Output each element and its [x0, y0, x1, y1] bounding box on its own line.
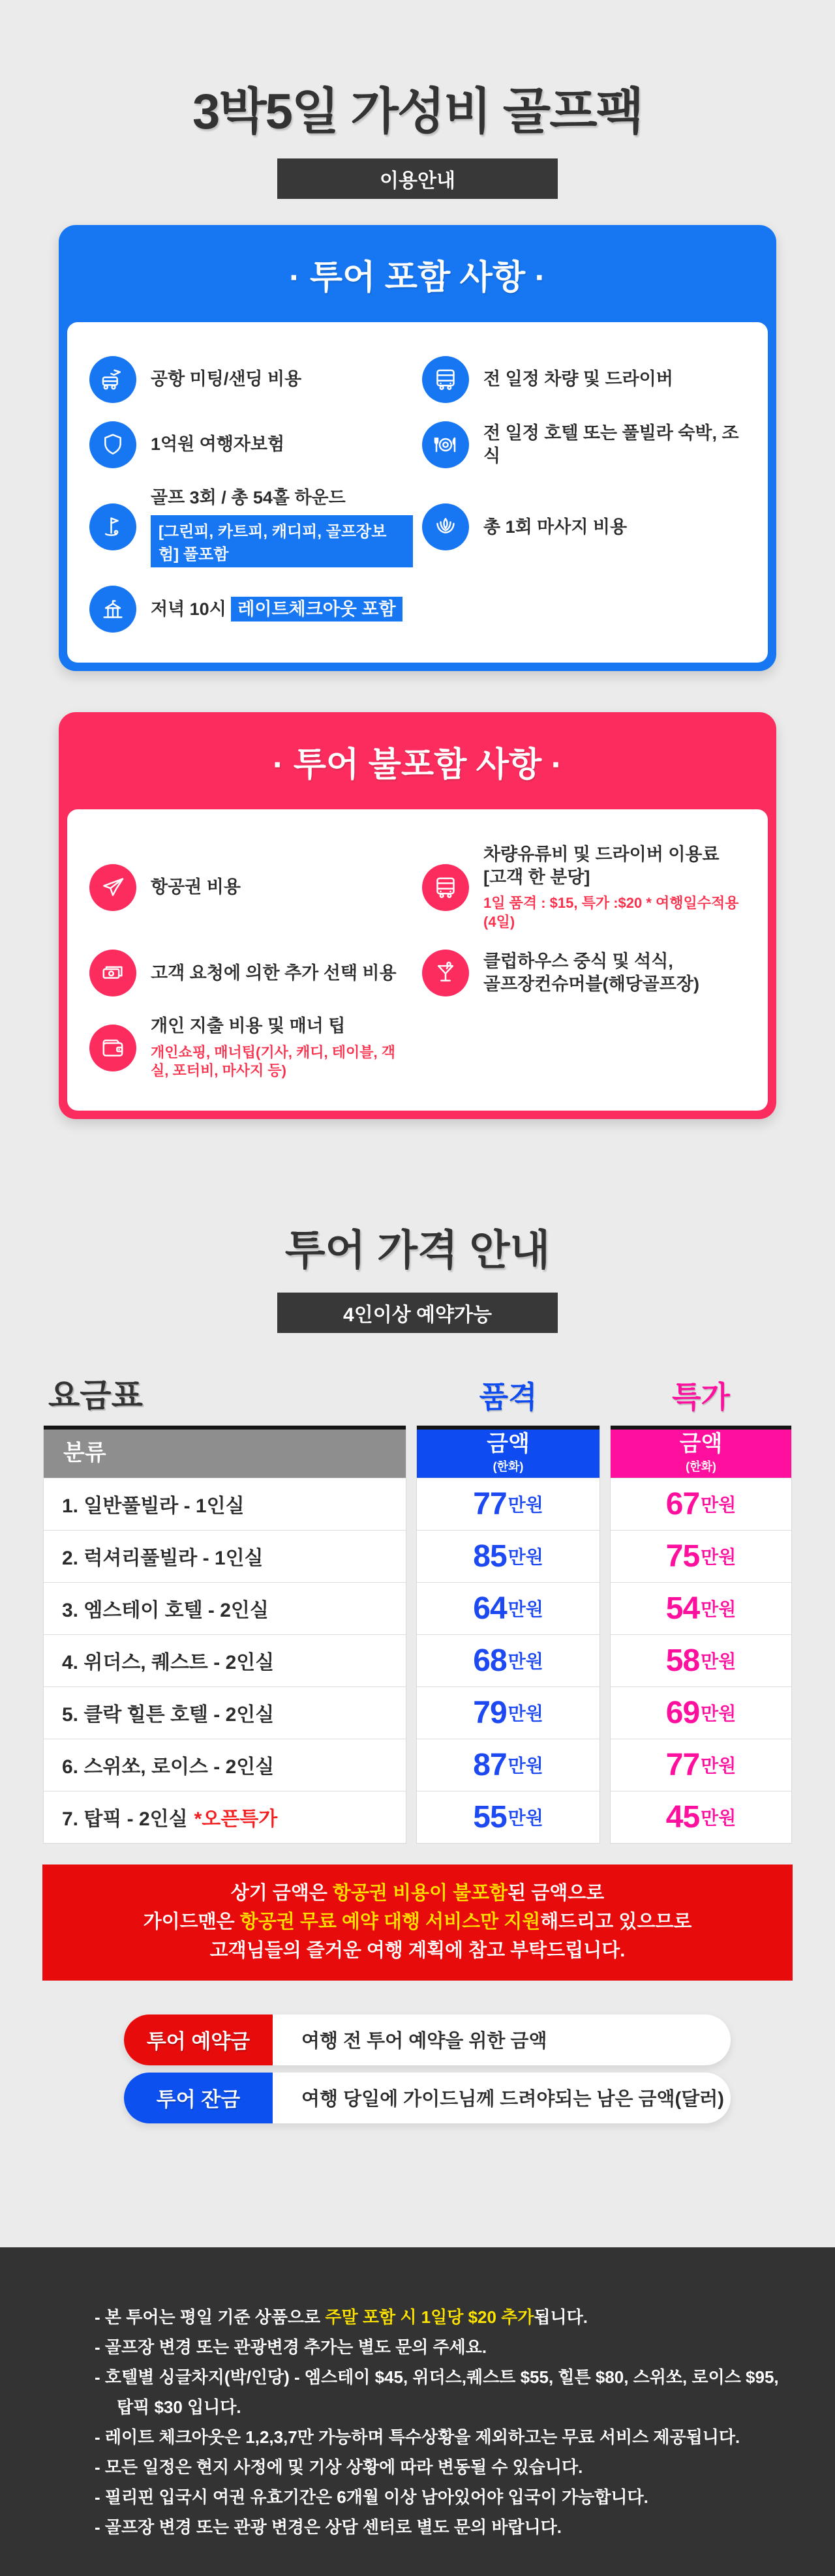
open-special-note: *오픈특가: [194, 1808, 278, 1831]
included-item-late-checkout: [89, 586, 413, 633]
footer-notes: [0, 2247, 835, 2576]
deposit-pill-desc: 여행 전 투어 예약을 위한 금액: [301, 2031, 547, 2052]
tour-excluded-box: [59, 712, 776, 1119]
special-price-cell: 67 만원: [611, 1478, 791, 1530]
regular-amount-header-cell: [417, 1426, 600, 1478]
deposit-pill-label: 투어 예약금: [124, 2014, 273, 2065]
regular-price-cell: 77 만원: [417, 1478, 600, 1530]
usage-guide-badge: 이용안내: [277, 158, 558, 199]
bus-icon: [422, 356, 469, 403]
airplane-icon: [89, 864, 136, 911]
included-item-text: 전 일정 차량 및 드라이버: [483, 369, 673, 389]
late-checkout-highlight: 레이트체크아웃 포함: [231, 597, 402, 622]
footer-note-line: - 호텔별 싱글차지(박/인당) - 엠스테이 $45, 위더스,퀘스트 $55, 힐튼 $80, 스위쏘, 로이스 $95,: [95, 2367, 779, 2387]
currency-header-text: (한화): [493, 1460, 524, 1473]
footer-note-line-continuation: 탑픽 $30 입니다.: [117, 2397, 241, 2417]
footer-note-line: - 골프장 변경 또는 관광변경 추가는 별도 문의 주세요.: [95, 2337, 487, 2357]
excluded-item-text: 클럽하우스 중식 및 석식,: [483, 951, 673, 972]
balance-pill-label: 투어 잔금: [124, 2073, 273, 2123]
footer-note-line: - 모든 일정은 현지 사정에 및 기상 상황에 따라 변동될 수 있습니다.: [95, 2457, 583, 2477]
table-row-label: 1. 일반풀빌라 - 1인실: [44, 1478, 406, 1530]
regular-price-column: [416, 1426, 600, 1844]
included-item-hotel-meal: [422, 421, 746, 468]
special-price-cell: 77 만원: [611, 1739, 791, 1791]
special-price-column-label: 특가: [672, 1379, 730, 1414]
included-item-text: 골프 3회 / 총 54홀 하운드: [151, 488, 346, 507]
excluded-item-text: 개인 지출 비용 및 매너 팁: [151, 1016, 346, 1036]
cash-icon: [89, 950, 136, 996]
regular-price-cell: 64 만원: [417, 1582, 600, 1634]
amount-header-text: 금액: [487, 1431, 530, 1456]
excluded-item-text: 고객 요청에 의한 추가 선택 비용: [151, 963, 397, 983]
excluded-item-text-line2: 골프장컨슈머블(해당골프장): [483, 974, 699, 995]
balance-pill: [124, 2073, 731, 2123]
footer-note-line: - 필리핀 입국시 여권 유효기간은 6개월 이상 남아있어야 입국이 가능합니다.: [95, 2487, 648, 2507]
special-price-cell: 69 만원: [611, 1686, 791, 1739]
included-item-text: 전 일정 호텔 또는 풀빌라 숙박, 조식: [483, 423, 739, 466]
special-price-cell: 45 만원: [611, 1791, 791, 1843]
airport-shuttle-icon: [89, 356, 136, 403]
table-row-label: 7. 탑픽 - 2인실 *오픈특가: [44, 1791, 406, 1843]
table-row-label: 6. 스위쏘, 로이스 - 2인실: [44, 1739, 406, 1791]
regular-price-cell: 87 만원: [417, 1739, 600, 1791]
included-item-insurance: [89, 421, 413, 468]
hotel-building-icon: [89, 586, 136, 633]
price-table: [43, 1426, 792, 1844]
included-item-vehicle: [422, 356, 746, 403]
page-header: [0, 0, 835, 199]
golf-inclusions-badge: [그린피, 카트피, 캐디피, 골프장보험] 풀포함: [151, 515, 413, 567]
regular-price-cell: 55 만원: [417, 1791, 600, 1843]
fuel-driver-rate-note: 1일 품격 : $15, 특가 :$20 * 여행일수적용(4일): [483, 895, 739, 930]
table-row-label: 3. 엠스테이 호텔 - 2인실: [44, 1582, 406, 1634]
price-section-title: 투어 가격 안내: [284, 1226, 551, 1274]
amount-header-text: 금액: [679, 1431, 723, 1456]
included-item-text: 공항 미팅/샌딩 비용: [151, 369, 302, 389]
meal-icon: [422, 421, 469, 468]
cocktail-icon: [422, 950, 469, 996]
included-item-massage: [422, 503, 746, 550]
category-header-text: 분류: [63, 1440, 106, 1465]
notice-line: 가이드맨은 항공권 무료 예약 대행 서비스만 지원해드리고 있으므로: [143, 1911, 692, 1932]
special-price-cell: 54 만원: [611, 1582, 791, 1634]
price-table-area: [43, 1370, 792, 1844]
excluded-item-flight: [89, 864, 413, 911]
lotus-icon: [422, 503, 469, 550]
included-item-golf: [89, 487, 413, 567]
footer-note-line: - 본 투어는 평일 기준 상품으로 주말 포함 시 1일당 $20 추가됩니다.: [95, 2307, 588, 2327]
category-header-cell: [44, 1426, 406, 1478]
excluded-item-text: 항공권 비용: [151, 877, 241, 897]
page-title: 3박5일 가성비 골프팩: [192, 84, 643, 140]
included-item-text: 총 1회 마사지 비용: [483, 517, 628, 537]
special-price-column: [610, 1426, 792, 1844]
shield-icon: [89, 421, 136, 468]
regular-price-cell: 85 만원: [417, 1530, 600, 1582]
table-row-label: 4. 위더스, 퀘스트 - 2인실: [44, 1634, 406, 1686]
tour-excluded-content: [67, 809, 768, 1111]
tour-included-content: [67, 322, 768, 663]
personal-costs-note: 개인쇼핑, 매너팁(기사, 캐디, 테이블, 객실, 포터비, 마사지 등): [151, 1043, 396, 1079]
tour-included-title: · 투어 포함 사항 ·: [289, 259, 546, 297]
special-price-cell: 75 만원: [611, 1530, 791, 1582]
table-row-label: 5. 클락 힐튼 호텔 - 2인실: [44, 1686, 406, 1739]
included-item-airport: [89, 356, 413, 403]
reservation-min-badge: 4인이상 예약가능: [277, 1293, 558, 1333]
regular-price-column-label: 품격: [479, 1379, 538, 1414]
notice-line: 상기 금액은 항공권 비용이 불포함된 금액으로: [230, 1882, 605, 1904]
currency-header-text: (한화): [686, 1460, 716, 1473]
notice-line: 고객님들의 즐거운 여행 계획에 참고 부탁드립니다.: [209, 1939, 626, 1961]
regular-price-cell: 79 만원: [417, 1686, 600, 1739]
flight-exclusion-notice: [42, 1865, 793, 1981]
footer-note-line: - 레이트 체크아웃은 1,2,3,7만 가능하며 특수상황을 제외하고는 무료 서비스 제공됩니다.: [95, 2427, 740, 2447]
fee-table-label: 요금표: [48, 1377, 143, 1414]
table-row-label: 2. 럭셔리풀빌라 - 1인실: [44, 1530, 406, 1582]
special-price-cell: 58 만원: [611, 1634, 791, 1686]
excluded-item-fuel-driver: [422, 843, 746, 931]
bus-icon: [422, 864, 469, 911]
balance-pill-desc: 여행 당일에 가이드님께 드려야되는 남은 금액(달러): [301, 2089, 724, 2110]
tour-included-box: [59, 225, 776, 671]
deposit-pill: [124, 2014, 731, 2065]
late-checkout-text: 저녁 10시: [151, 599, 232, 619]
special-amount-header-cell: [611, 1426, 791, 1478]
footer-note-line: - 골프장 변경 또는 관광 변경은 상담 센터로 별도 문의 바랍니다.: [95, 2517, 562, 2537]
category-column: [43, 1426, 406, 1844]
excluded-item-personal: [89, 1015, 413, 1080]
excluded-item-optional-costs: [89, 950, 413, 996]
excluded-item-text: 차량유류비 및 드라이버 이용료 [고객 한 분당]: [483, 845, 720, 888]
wallet-icon: [89, 1025, 136, 1071]
included-item-text: 1억원 여행자보험: [151, 434, 285, 455]
regular-price-cell: 68 만원: [417, 1634, 600, 1686]
tour-excluded-title: · 투어 불포함 사항 ·: [272, 746, 563, 785]
golf-flag-icon: [89, 503, 136, 550]
excluded-item-clubhouse: [422, 950, 746, 996]
